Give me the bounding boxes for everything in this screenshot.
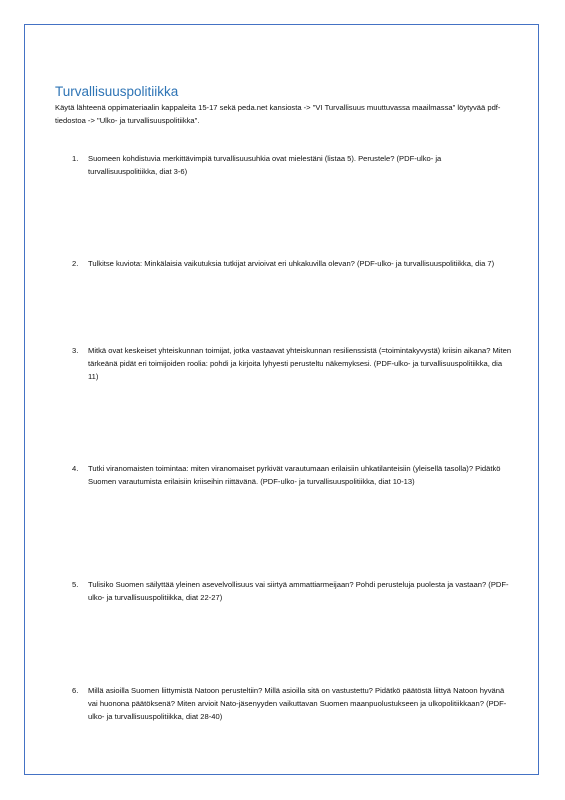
page-border [24, 24, 539, 775]
question-number: 1. [72, 154, 79, 163]
question-item-4 [72, 462, 512, 488]
instructions-paragraph: Käytä lähteenä oppimateriaalin kappaleita 15-17 sekä peda.net kansiosta -> "VI Turvallisuus muuttuvassa maailmassa" löytyvää pdf-tiedostoa -> "Ulko- ja turvallisuuspolitiikka". [55, 103, 501, 125]
question-text: Tutki viranomaisten toimintaa: miten viranomaiset pyrkivät varautumaan erilaisiin uhkatilanteisiin (yleisellä tasolla)? Pidätkö Suomen varautumista erilaisiin kriiseihin riittävänä. (PDF-ulko- ja turvallisuuspolitiikka, diat 10-13) [88, 464, 501, 486]
question-item-2 [72, 257, 512, 270]
document-body [55, 84, 520, 127]
question-text: Tulisiko Suomen säilyttää yleinen asevelvollisuus vai siirtyä ammattiarmeijaan? Pohdi perusteluja puolesta ja vastaan? (PDF-ulko- ja turvallisuuspolitiikka, diat 22-27) [88, 580, 509, 602]
question-text: Mitkä ovat keskeiset yhteiskunnan toimijat, jotka vastaavat yhteiskunnan resilienssistä (=toimintakyvystä) kriisin aikana? Miten tärkeänä pidät eri toimijoiden roolia: pohdi ja kirjoita lyhyesti perusteltu näkemyksesi. (PDF-ulko- ja turvallisuuspolitiikka, dia 11) [88, 346, 512, 381]
question-text: Millä asioilla Suomen liittymistä Natoon perusteltiin? Millä asioilla sitä on vastustettu? Pidätkö päätöstä liittyä Natoon hyvänä vai huonona päätöksenä? Miten arvioit Nato-jäsenyyden vaikuttavan Suomen maanpuolustukseen ja ulkopolitiikkaan? (PDF-ulko- ja turvallisuuspolitiikka, diat 28-40) [88, 686, 507, 721]
question-item-3 [72, 344, 512, 383]
question-number: 4. [72, 464, 79, 473]
question-number: 3. [72, 346, 79, 355]
question-item-6 [72, 684, 512, 723]
question-item-5 [72, 578, 512, 604]
question-item-1 [72, 152, 512, 178]
document-title: Turvallisuuspolitiikka [55, 84, 179, 99]
question-number: 2. [72, 259, 79, 268]
question-number: 5. [72, 580, 79, 589]
question-number: 6. [72, 686, 79, 695]
question-text: Suomeen kohdistuvia merkittävimpiä turvallisuusuhkia ovat mielestäni (listaa 5). Perustele? (PDF-ulko- ja turvallisuuspolitiikka, diat 3-6) [88, 154, 442, 176]
question-text: Tulkitse kuviota: Minkälaisia vaikutuksia tutkijat arvioivat eri uhkakuvilla olevan? (PDF-ulko- ja turvallisuuspolitiikka, dia 7) [88, 259, 495, 268]
